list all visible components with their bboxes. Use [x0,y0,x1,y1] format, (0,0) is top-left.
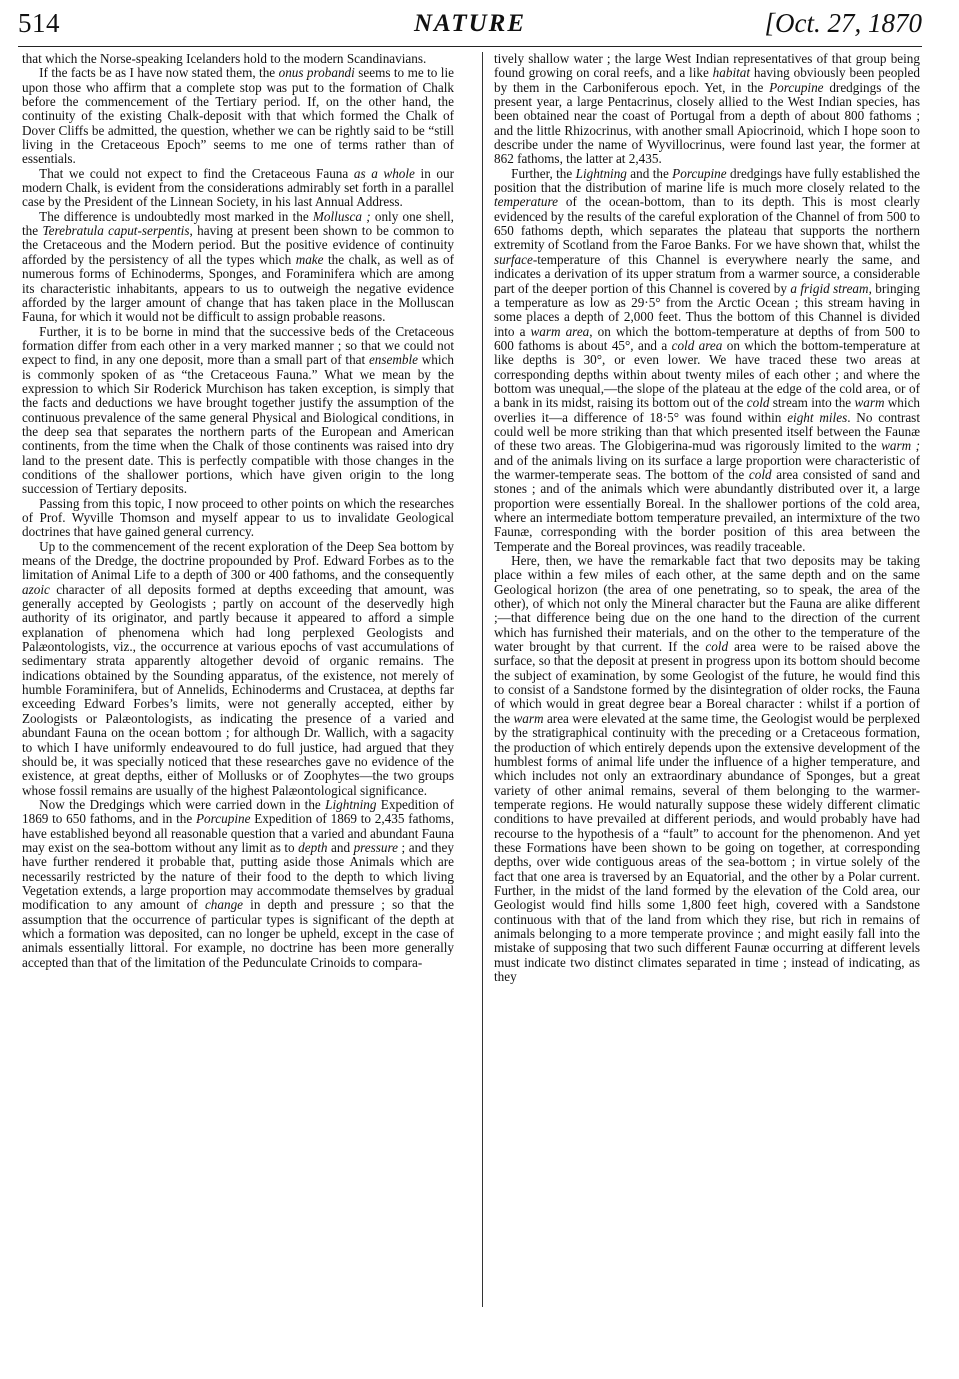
paragraph: Up to the commencement of the recent exploration of the Deep Sea bottom by means of the Dredge, the doctrine propounded by Prof. Edward Forbes as to the limitation of Animal Life to a depth of 300 or 400 fathoms, and the consequently azoic character of all deposits formed at depths exceeding that amount, was generally accepted by Geologists ; partly on account of the deservedly high authority of its originator, and partly because it appeared to afford a simple explanation of phenomena which had long perplexed Geologists and Palæontologists, viz., the occurrence at various epochs of vast accumulations of sedimentary strata apparently altogether devoid of organic remains. The indications obtained by the Sounding apparatus, of the existence, not merely of humble Foraminifera, but of Annelids, Echinoderms and Crustacea, at depths far exceeding Edward Forbes’s limits, were not generally accepted, either by Zoologists or Palæontologists, as indicating the presence of a varied and abundant Fauna on the ocean bottom ; for although Dr. Wallich, with a sagacity to which I have uniformly endeavoured to do full justice, had argued that they should be, it was specially noticed that these researches gave no evidence of the existence, at great depths, either of Mollusks or of Zoophytes—the two groups whose fossil remains are usually of the highest Palæontological significance. [22,538,454,798]
page-number: 514 [18,8,60,38]
paragraph: That we could not expect to find the Cretaceous Fauna as a whole in our modern Chalk, is evident from the considerations admirably set forth in a parallel case by the President of the Linnean Society, in his last Annual Address. [22,165,454,210]
right-column [494,52,920,1317]
paragraph: Passing from this topic, I now proceed to other points on which the researches of Prof. Wyville Thomson and myself appear to us to invalidate Geological doctrines that have gained general currency. [22,495,454,540]
paragraph: that which the Norse-speaking Icelanders hold to the modern Scandinavians. [22,52,427,66]
paragraph: Further, it is to be borne in mind that the successive beds of the Cretaceous formation differ from each other in a very marked manner ; so that we could not expect to find, in any one deposit, more than a small part of that ensemble which is commonly spoken of as “the Cretaceous Fauna.” What we mean by the expression to which Sir Roderick Murchison has taken exception, is simply that the facts and deductions we have brought together justify the assumption of the continuous prevalence of the same general Physical and Biological conditions, in the deep sea that separates the northern parts of the European and American continents, from the time when the Chalk of those continents was raised into dry land to the present date. This is perfectly compatible with those changes in the conditions of the shallower portions, which have given origin to the long succession of Tertiary deposits. [22,323,454,497]
paragraph: Here, then, we have the remarkable fact that two deposits may be taking place within a few miles of each other, at the same depth and on the same Geological horizon (the area of one penetrating, so to speak, the area of the other), of which not only the Mineral character but the Fauna are alike different ;—that difference being due on the one hand to the direction of the current which has furnished their materials, and on the other to the temperature of the water brought by that current. If the cold area were to be raised above the surface, so that the deposit at present in progress upon its bottom should become the subject of examination, by some Geologist of the future, he would find this to consist of a Sandstone formed by the disintegration of older rocks, the Fauna of which would in great degree bear a Boreal character : whilst if a portion of the warm area were elevated at the same time, the Geologist would be perplexed by the stratigraphical continuity with the preceding or a Cretaceous formation, the production of which entirely depends upon the extensive development of the humblest forms of animal life under the influence of a higher temperature, and which includes not only an extraordinary abundance of Sponges, but a great variety of other animal remains, several of them belonging to the warmer-temperate regions. He would naturally suppose these widely different climatic conditions to have prevailed at different periods, and would probably have had recourse to the hypothesis of a “fault” to account for the phenomenon. And yet these Formations have been shown to be going on together, at corresponding depths, over wide contiguous areas of the sea-bottom ; in virtue solely of the fact that one area is traversed by an Equatorial, and the other by a Polar current. Further, in the midst of the land formed by the elevation of the Cold area, our Geologist would find hills some 1,800 feet high, covered with a Sandstone continuous with that of the land from which they rise, but rich in remains of animals belonging to a more temperate province ; and might easily fall into the mistake of supposing that two such different Faunæ occurring at different levels must indicate two distinct climates separated in time ; instead of indicating, as they [494,553,920,984]
paragraph: tively shallow water ; the large West Indian representatives of that group being found growing on coral reefs, and a like habitat having obviously been peopled by them in the Carboniferous epoch. Yet, in the Porcupine dredgings of the present year, a large Pentacrinus, closely allied to the West Indian species, has been obtained near the coast of Portugal from a depth of about 800 fathoms ; and the little Rhizocrinus, with another small Apiocrinoid, which I hope soon to describe under the name of Wyvillocrinus, were found last year, the former at 862 fathoms, the latter at 2,435. [494,52,920,167]
paragraph: Now the Dredgings which were carried down in the Lightning Expedition of 1869 to 650 fathoms, and in the Porcupine Expedition of 1869 to 2,435 fathoms, have established beyond all reasonable question that a varied and abundant Fauna may exist on the sea-bottom without any limit as to depth and pressure ; and they have further rendered it probable that, putting aside those Animals which are necessarily restricted by the nature of their food to the depth to which living Vegetation extends, a large proportion may accommodate themselves by gradual modification to any amount of change in depth and pressure ; so that the assumption that the occurrence of particular types is significant of the depth at which a formation was deposited, can no longer be upheld, except in the case of animals essentially littoral. For example, no doctrine has been more generally accepted than that of the limitation of the Pedunculate Crinoids to compara- [22,796,454,970]
page-header [18,6,922,47]
journal-title: NATURE [413,10,527,37]
paragraph: If the facts be as I have now stated them, the onus probandi seems to me to lie upon those who affirm that a complete stop was put to the formation of Chalk before the commencement of the Tertiary period. If, on the other hand, the continuity of the existing Chalk-deposit with that which formed the Chalk of Dover Cliffs be admitted, the question, whether we can be rightly said to be “still living in the Cretaceous Epoch” seems to me one of terms rather than of essentials. [22,65,454,167]
paragraph: The difference is undoubtedly most marked in the Mollusca ; only one shell, the Terebratula caput-serpentis, having at present been shown to be common to the Cretaceous and the Modern period. But the positive evidence of continuity afforded by the persistency of all the types which make the chalk, as well as of numerous forms of Echinoderms, Sponges, and Foraminifera which are among its characteristic inhabitants, appears to us to outweigh the negative evidence afforded by the larger amount of change that has taken place in the Molluscan Fauna, for which it would not be difficult to assign probable reasons. [22,208,454,325]
left-column [22,52,454,1317]
paragraph: Further, the Lightning and the Porcupine dredgings have fully established the position that the distribution of marine life is much more closely related to the temperature of the ocean-bottom, than to its depth. This is most clearly evidenced by the results of the careful exploration of the Channel of from 500 to 650 fathoms depth, which separates the plateau that supports the northern extremity of Scotland from the Faroe Banks. For we have shown that, whilst the surface-temperature of this Channel is everywhere nearly the same, and indicates a derivation of its upper stratum from a warmer source, a considerable part of the deeper portion of this Channel is covered by a frigid stream, bringing a temperature as low as 29·5° from the Arctic Ocean ; this stream having in some places a depth of 2,000 feet. Thus the bottom of this Channel is divided into a warm area, on which the bottom-temperature at depths of from 500 to 600 fathoms is about 45°, and a cold area on which the bottom-temperature at like depths is 30°, or even lower. We have traced these two areas at corresponding depths within about twenty miles of each other ; and where the bottom was unequal,—the slope of the plateau at the edge of the cold area, or of a bank in its midst, raising its bottom out of the cold stream into the warm which overlies it—a difference of 18·5° was found within eight miles. No contrast could well be more striking than that which presented itself between the Faunæ of these two areas. The Globigerina-mud was rigorously limited to the warm ; and of the animals living on its surface a large proportion were characteristic of the warmer-temperate seas. The bottom of the cold area consisted of sand and stones ; and of the animals which were abundantly distributed over it, a large proportion were essentially Boreal. In the shallower portions of the cold area, where an intermediate bottom temperature prevailed, an intermixture of the two Faunæ, corresponding with the border position of this area between the Temperate and the Boreal provinces, was readily traceable. [494,165,920,554]
issue-date: [Oct. 27, 1870 [764,8,922,38]
column-divider [482,52,483,1307]
